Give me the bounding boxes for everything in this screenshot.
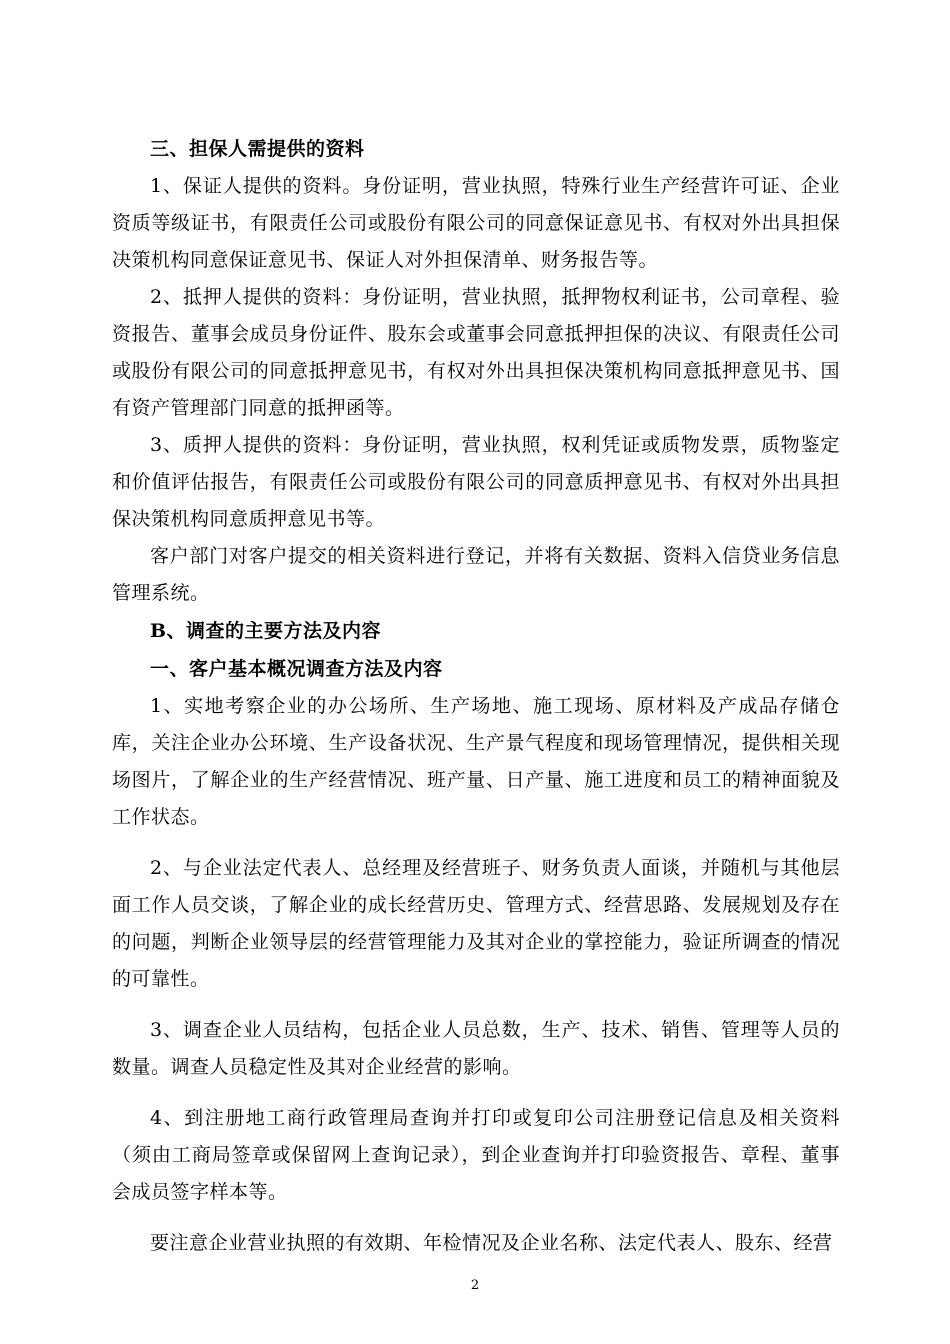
paragraph-guarantor-materials: 1、保证人提供的资料。身份证明，营业执照，特殊行业生产经营许可证、企业资质等级证书，有限责任公司或股份有限公司的同意保证意见书、有权对外出具担保决策机构同意保证意见书、保证人对外担保清单、财务报告等。 <box>112 175 840 271</box>
paragraph-staff-structure: 3、调查企业人员结构，包括企业人员总数，生产、技术、销售、管理等人员的数量。调查人员稳定性及其对企业经营的影响。 <box>112 1019 840 1078</box>
paragraph-mortgagor-materials: 2、抵押人提供的资料：身份证明，营业执照，抵押物权利证书，公司章程、验资报告、董事会成员身份证件、股东会或董事会同意抵押担保的决议、有限责任公司或股份有限公司的同意抵押意见书，有权对外出具担保决策机构同意抵押意见书、国有资产管理部门同意的抵押函等。 <box>112 286 840 419</box>
section-heading-survey-methods: B、调查的主要方法及内容 <box>150 620 382 642</box>
paragraph-management-interview: 2、与企业法定代表人、总经理及经营班子、财务负责人面谈，并随机与其他层面工作人员交谈，了解企业的成长经营历史、管理方式、经营思路、发展规划及存在的问题，判断企业领导层的经营管理能力及其对企业的掌控能力，验证所调查的情况的可靠性。 <box>112 857 840 990</box>
page-number: 2 <box>470 1278 480 1293</box>
section-heading-guarantor-materials: 三、担保人需提供的资料 <box>150 138 365 160</box>
paragraph-registration-query: 4、到注册地工商行政管理局查询并打印或复印公司注册登记信息及相关资料（须由工商局签章或保留网上查询记录），到企业查询并打印验资报告、章程、董事会成员签字样本等。 <box>112 1107 840 1203</box>
document-body <box>112 130 840 1262</box>
section-heading-customer-overview: 一、客户基本概况调查方法及内容 <box>150 658 443 680</box>
paragraph-registration: 客户部门对客户提交的相关资料进行登记，并将有关数据、资料入信贷业务信息管理系统。 <box>112 545 840 604</box>
paragraph-site-inspection: 1、实地考察企业的办公场所、生产场地、施工现场、原材料及产成品存储仓库，关注企业办公环境、生产设备状况、生产景气程度和现场管理情况，提供相关现场图片，了解企业的生产经营情况、班产量、日产量、施工进度和员工的精神面貌及工作状态。 <box>112 695 840 828</box>
paragraph-pledgor-materials: 3、质押人提供的资料：身份证明，营业执照，权利凭证或质物发票，质物鉴定和价值评估报告，有限责任公司或股份有限公司的同意质押意见书、有权对外出具担保决策机构同意质押意见书等。 <box>112 434 840 530</box>
paragraph-license-notes: 要注意企业营业执照的有效期、年检情况及企业名称、法定代表人、股东、经营 <box>150 1232 833 1254</box>
